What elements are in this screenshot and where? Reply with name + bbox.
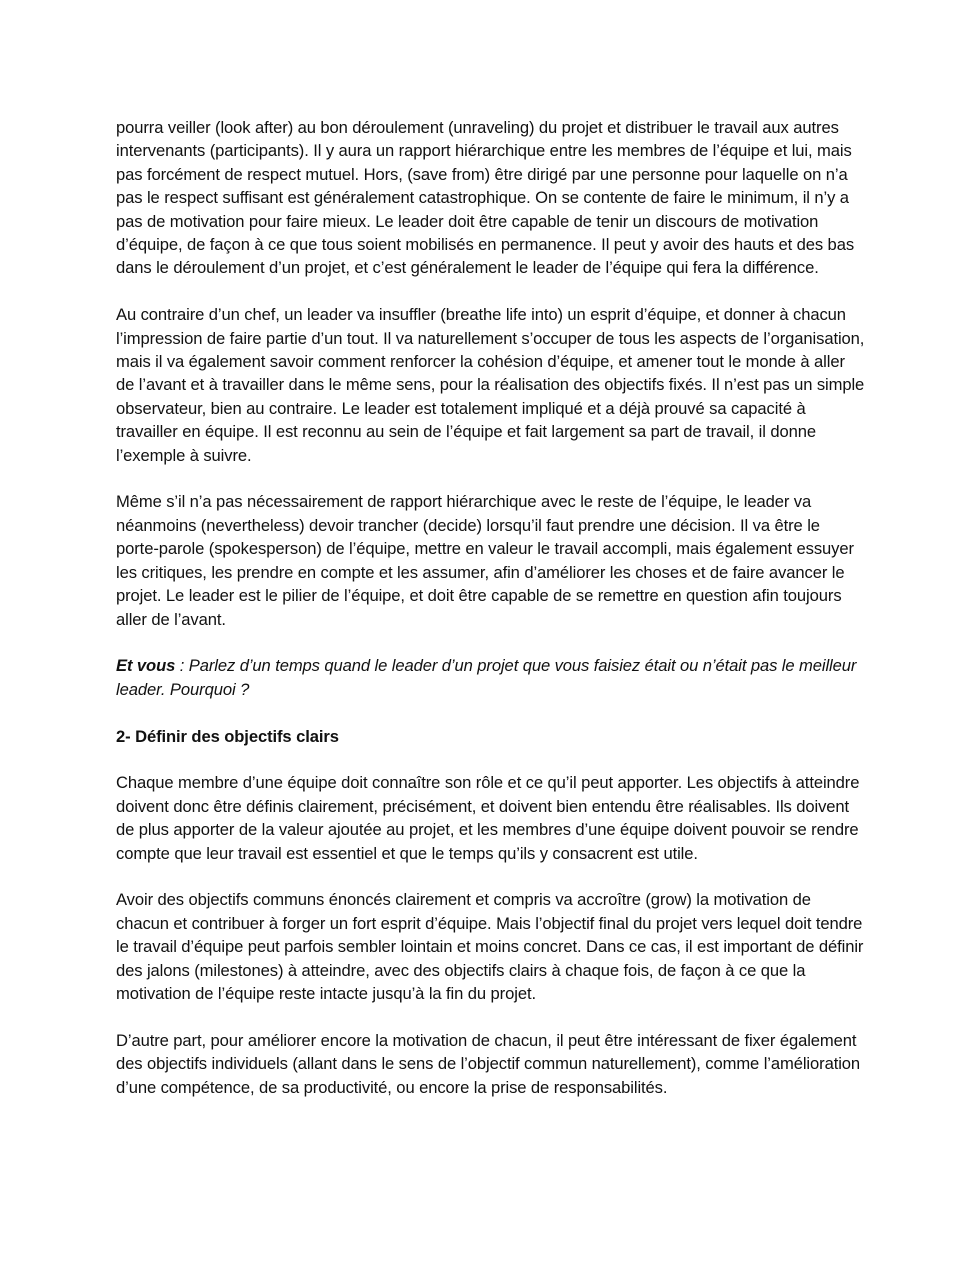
- paragraph-objectives-roles: Chaque membre d’une équipe doit connaître son rôle et ce qu’il peut apporter. Les objectifs à atteindre doivent donc être définis clairement, précisément, et doivent bien entendu être réalisables. Ils doivent de plus apporter de la valeur ajoutée au projet, et les membres d’une équipe doivent pouvoir se rendre compte que leur travail est essentiel et que le temps qu’ils y consacrent est utile.: [116, 773, 860, 863]
- paragraph-leader-role: pourra veiller (look after) au bon déroulement (unraveling) du projet et distribuer le travail aux autres intervenants (participants). Il y aura un rapport hiérarchique entre les membres de l’équipe et lui, mais pas forcément de respect mutuel. Hors, (save from) être dirigé par une personne pour laquelle on n’a pas le respect suffisant est généralement catastrophique. On se contente de faire le minimum, il n’y a pas de motivation pour faire mieux. Le leader doit être capable de tenir un discours de motivation d’équipe, de façon à ce que tous soient mobilisés en permanence. Il peut y avoir des hauts et des bas dans le déroulement d’un projet, et c’est généralement le leader de l’équipe qui fera la différence.: [116, 118, 855, 278]
- paragraph-leader-vs-chef: Au contraire d’un chef, un leader va insuffler (breathe life into) un esprit d’équipe, et donner à chacun l’impression de faire partie d’un tout. Il va naturellement s’occuper de tous les aspects de l’organisation, mais il va également savoir comment renforcer la cohésion d’équipe, et amener tout le monde à aller de l’avant et à travailler dans le même sens, pour la réalisation des objectifs fixés. Il n’est pas un simple observateur, bien au contraire. Le leader est totalement impliqué et a déjà prouvé sa capacité à travailler en équipe. Il est reconnu au sein de l’équipe et fait largement sa part de travail, il donne l’exemple à suivre.: [116, 305, 865, 465]
- discussion-question: [116, 654, 866, 701]
- paragraph-individual-objectives: D’autre part, pour améliorer encore la motivation de chacun, il peut être intéressant de fixer également des objectifs individuels (allant dans le sens de l’objectif commun naturellement), comme l’amélioration d’une compétence, de sa productivité, ou encore la prise de responsabilités.: [116, 1030, 861, 1097]
- paragraph-common-objectives: Avoir des objectifs communs énoncés clairement et compris va accroître (grow) la motivation de chacun et contribuer à forger un fort esprit d’équipe. Mais l’objectif final du projet vers lequel doit tendre le travail d’équipe peut parfois sembler lointain et moins concret. Dans ce cas, il est important de définir des jalons (milestones) à atteindre, avec des objectifs clairs à chaque fois, de façon à ce que la motivation de l’équipe reste intacte jusqu’à la fin du projet.: [116, 890, 864, 1003]
- question-lead: Et vous: [116, 656, 176, 676]
- document-page: [116, 116, 866, 1122]
- section-heading: 2- Définir des objectifs clairs: [116, 726, 339, 746]
- paragraph-leader-spokesperson: Même s’il n’a pas nécessairement de rapport hiérarchique avec le reste de l’équipe, le leader va néanmoins (nevertheless) devoir trancher (decide) lorsqu’il faut prendre une décision. Il va être le porte-parole (spokesperson) de l’équipe, mettre en valeur le travail accompli, mais également essuyer les critiques, les prendre en compte et les assumer, afin d’améliorer les choses et de faire avancer le projet. Le leader est le pilier de l’équipe, et doit être capable de se remettre en question afin toujours aller de l’avant.: [116, 492, 854, 629]
- question-text: : Parlez d’un temps quand le leader d’un projet que vous faisiez était ou n’était pas le meilleur leader. Pourquoi ?: [116, 656, 857, 699]
